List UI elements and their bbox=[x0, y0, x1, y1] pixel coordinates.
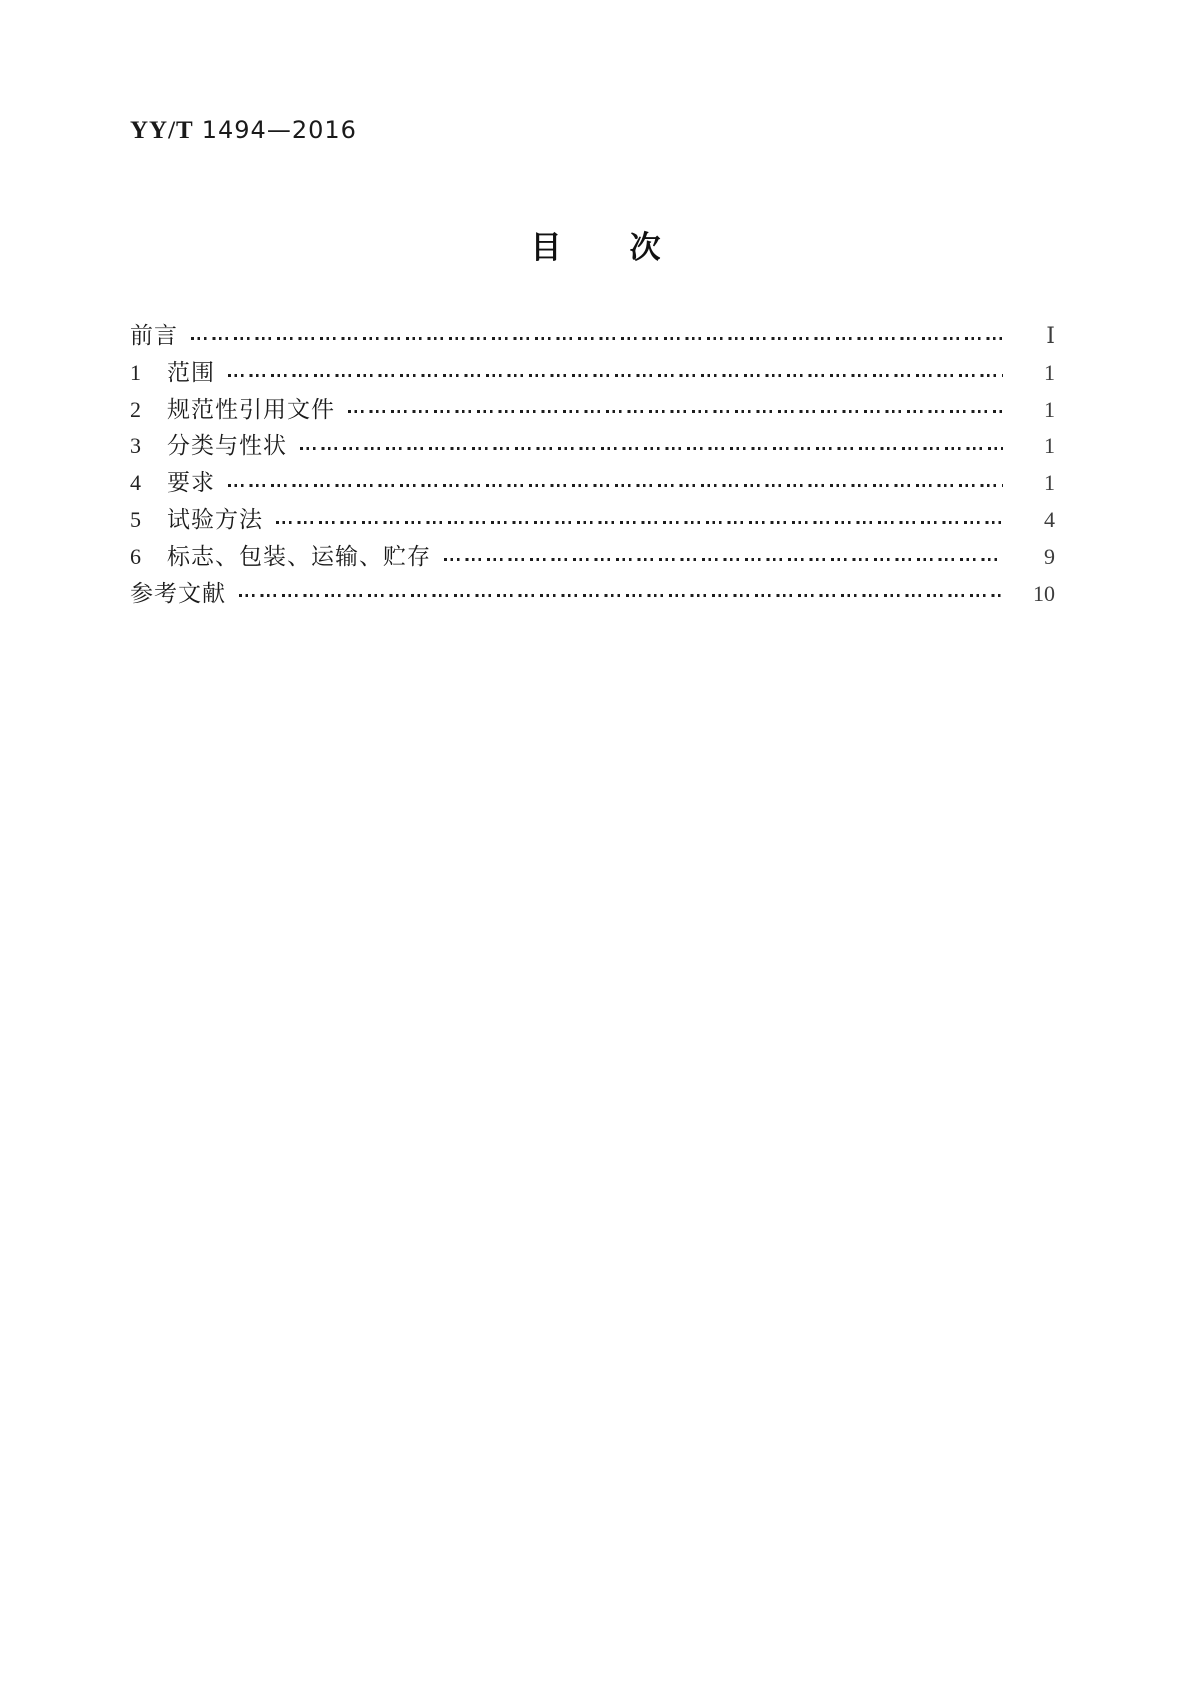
toc-entry-label: 规范性引用文件 bbox=[167, 396, 335, 422]
toc-leader-dots bbox=[228, 484, 1003, 487]
toc-page-number: 10 bbox=[1033, 580, 1055, 606]
toc-entry-label: 标志、包装、运输、贮存 bbox=[167, 543, 431, 569]
toc-entry-number: 5 bbox=[130, 506, 141, 532]
toc-entry-references bbox=[130, 576, 1055, 613]
doc-code-number: 1494—2016 bbox=[201, 116, 357, 144]
doc-code-header bbox=[130, 116, 357, 145]
toc-leader-dots bbox=[300, 447, 1003, 450]
toc-entry-4-requirements bbox=[130, 465, 1055, 502]
toc-leader-dots bbox=[348, 410, 1003, 413]
toc-entry-label: 要求 bbox=[167, 470, 215, 496]
toc-entry-label: 范围 bbox=[167, 359, 215, 385]
toc-entry-number: 4 bbox=[130, 470, 141, 496]
toc-title-char-1: 目 bbox=[530, 230, 562, 265]
toc-entry-label: 试验方法 bbox=[167, 506, 263, 532]
toc-entry-label: 参考文献 bbox=[130, 580, 226, 606]
toc-leader-dots bbox=[239, 594, 1003, 597]
toc-entry-number: 6 bbox=[130, 543, 141, 569]
table-of-contents bbox=[130, 318, 1055, 612]
toc-page-number: 1 bbox=[1044, 359, 1055, 385]
toc-title-char-2: 次 bbox=[629, 230, 661, 265]
toc-entry-5-test-methods bbox=[130, 502, 1055, 539]
toc-page-number: Ⅰ bbox=[1046, 323, 1055, 348]
toc-leader-dots bbox=[228, 374, 1003, 377]
toc-entry-6-marking-packaging bbox=[130, 539, 1055, 576]
toc-leader-dots bbox=[191, 337, 1003, 340]
toc-entry-number: 2 bbox=[130, 396, 141, 422]
toc-leader-dots bbox=[276, 521, 1003, 524]
toc-entry-3-classification bbox=[130, 428, 1055, 465]
toc-page-number: 4 bbox=[1044, 506, 1055, 532]
toc-entry-label: 前言 bbox=[130, 323, 178, 348]
toc-page-number: 1 bbox=[1044, 433, 1055, 459]
toc-page-title bbox=[0, 222, 1191, 267]
toc-entry-2-normative-references bbox=[130, 392, 1055, 429]
toc-leader-dots bbox=[444, 558, 1003, 561]
toc-page-number: 1 bbox=[1044, 470, 1055, 496]
toc-entry-1-scope bbox=[130, 355, 1055, 392]
toc-page-number: 9 bbox=[1044, 543, 1055, 569]
toc-entry-label: 分类与性状 bbox=[167, 433, 287, 459]
doc-code-prefix: YY/T bbox=[130, 117, 194, 144]
toc-entry-number: 1 bbox=[130, 359, 141, 385]
toc-page-number: 1 bbox=[1044, 396, 1055, 422]
toc-entry-foreword bbox=[130, 318, 1055, 355]
toc-entry-number: 3 bbox=[130, 433, 141, 459]
